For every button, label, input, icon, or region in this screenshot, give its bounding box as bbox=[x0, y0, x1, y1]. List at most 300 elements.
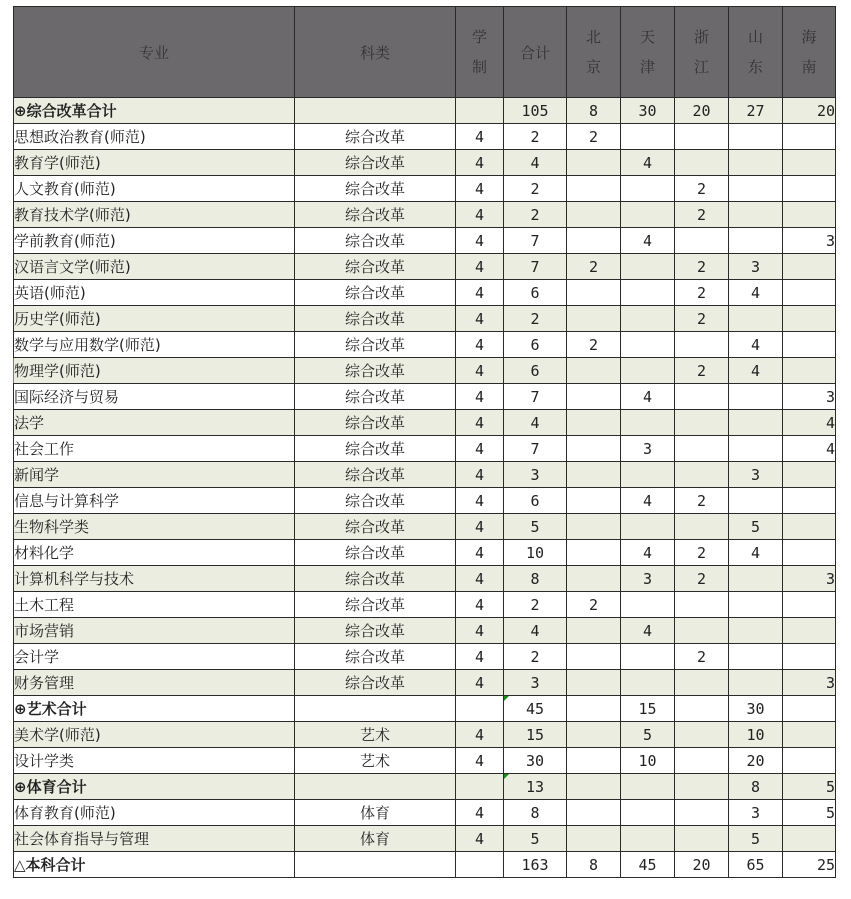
cell-years[interactable] bbox=[456, 98, 504, 124]
table-body bbox=[14, 98, 836, 878]
cell-zhejiang[interactable]: 20 bbox=[675, 852, 729, 878]
cell-major[interactable]: ⊕艺术合计 bbox=[14, 696, 295, 722]
cell-zhejiang[interactable] bbox=[675, 150, 729, 176]
cell-major[interactable]: 生物科学类 bbox=[14, 514, 295, 540]
cell-total-value: 4 bbox=[530, 413, 540, 432]
cell-category[interactable] bbox=[295, 98, 456, 124]
cell-shandong[interactable]: 5 bbox=[729, 514, 783, 540]
cell-zhejiang[interactable]: 2 bbox=[675, 176, 729, 202]
cell-hainan[interactable]: 5 bbox=[783, 800, 836, 826]
cell-major[interactable]: 物理学(师范) bbox=[14, 358, 295, 384]
cell-category[interactable]: 综合改革 bbox=[295, 566, 456, 592]
cell-tianjin[interactable] bbox=[621, 306, 675, 332]
cell-beijing[interactable] bbox=[567, 540, 621, 566]
cell-major[interactable]: 英语(师范) bbox=[14, 280, 295, 306]
cell-hainan[interactable] bbox=[783, 358, 836, 384]
cell-major[interactable]: 社会体育指导与管理 bbox=[14, 826, 295, 852]
cell-tianjin[interactable]: 45 bbox=[621, 852, 675, 878]
cell-major[interactable]: ⊕体育合计 bbox=[14, 774, 295, 800]
cell-beijing[interactable] bbox=[567, 514, 621, 540]
cell-beijing[interactable]: 2 bbox=[567, 254, 621, 280]
cell-total[interactable] bbox=[504, 410, 567, 436]
cell-zhejiang[interactable] bbox=[675, 410, 729, 436]
cell-tianjin[interactable] bbox=[621, 670, 675, 696]
cell-beijing[interactable]: 8 bbox=[567, 98, 621, 124]
table-row bbox=[14, 254, 836, 280]
cell-total-value: 2 bbox=[530, 205, 540, 224]
cell-years[interactable]: 4 bbox=[456, 748, 504, 774]
cell-years[interactable]: 4 bbox=[456, 202, 504, 228]
cell-total[interactable] bbox=[504, 748, 567, 774]
cell-total[interactable] bbox=[504, 722, 567, 748]
cell-category[interactable]: 综合改革 bbox=[295, 306, 456, 332]
cell-years[interactable]: 4 bbox=[456, 722, 504, 748]
cell-total[interactable] bbox=[504, 670, 567, 696]
cell-shandong[interactable] bbox=[729, 124, 783, 150]
cell-zhejiang[interactable]: 2 bbox=[675, 644, 729, 670]
cell-zhejiang[interactable] bbox=[675, 332, 729, 358]
table-row bbox=[14, 514, 836, 540]
cell-total[interactable] bbox=[504, 202, 567, 228]
cell-beijing[interactable]: 2 bbox=[567, 124, 621, 150]
cell-zhejiang[interactable] bbox=[675, 618, 729, 644]
cell-total[interactable] bbox=[504, 488, 567, 514]
cell-years[interactable]: 4 bbox=[456, 540, 504, 566]
cell-tianjin[interactable]: 30 bbox=[621, 98, 675, 124]
cell-category[interactable]: 综合改革 bbox=[295, 280, 456, 306]
cell-zhejiang[interactable] bbox=[675, 384, 729, 410]
cell-shandong[interactable]: 4 bbox=[729, 358, 783, 384]
header-province-beijing bbox=[567, 7, 621, 98]
cell-category[interactable]: 综合改革 bbox=[295, 358, 456, 384]
cell-category[interactable]: 综合改革 bbox=[295, 150, 456, 176]
cell-total[interactable] bbox=[504, 228, 567, 254]
cell-zhejiang[interactable]: 2 bbox=[675, 488, 729, 514]
cell-tianjin[interactable] bbox=[621, 176, 675, 202]
cell-tianjin[interactable] bbox=[621, 202, 675, 228]
cell-major[interactable]: 新闻学 bbox=[14, 462, 295, 488]
cell-major[interactable]: 财务管理 bbox=[14, 670, 295, 696]
cell-years[interactable]: 4 bbox=[456, 670, 504, 696]
cell-category[interactable]: 综合改革 bbox=[295, 124, 456, 150]
cell-hainan[interactable] bbox=[783, 722, 836, 748]
cell-total-value: 3 bbox=[530, 465, 540, 484]
cell-beijing[interactable] bbox=[567, 618, 621, 644]
cell-tianjin[interactable] bbox=[621, 774, 675, 800]
cell-hainan[interactable] bbox=[783, 280, 836, 306]
cell-zhejiang[interactable] bbox=[675, 696, 729, 722]
cell-category[interactable]: 综合改革 bbox=[295, 332, 456, 358]
cell-total[interactable] bbox=[504, 540, 567, 566]
cell-shandong[interactable] bbox=[729, 202, 783, 228]
cell-tianjin[interactable] bbox=[621, 410, 675, 436]
cell-total[interactable] bbox=[504, 306, 567, 332]
cell-hainan[interactable] bbox=[783, 202, 836, 228]
cell-years[interactable] bbox=[456, 852, 504, 878]
cell-category[interactable]: 综合改革 bbox=[295, 410, 456, 436]
cell-shandong[interactable] bbox=[729, 410, 783, 436]
cell-tianjin[interactable] bbox=[621, 462, 675, 488]
cell-zhejiang[interactable] bbox=[675, 774, 729, 800]
cell-hainan[interactable]: 3 bbox=[783, 566, 836, 592]
cell-shandong[interactable]: 65 bbox=[729, 852, 783, 878]
cell-years[interactable]: 4 bbox=[456, 384, 504, 410]
cell-major[interactable]: 学前教育(师范) bbox=[14, 228, 295, 254]
cell-total[interactable] bbox=[504, 384, 567, 410]
cell-shandong[interactable] bbox=[729, 176, 783, 202]
table-row bbox=[14, 540, 836, 566]
cell-major[interactable]: 汉语言文学(师范) bbox=[14, 254, 295, 280]
cell-shandong[interactable] bbox=[729, 436, 783, 462]
cell-tianjin[interactable]: 15 bbox=[621, 696, 675, 722]
cell-tianjin[interactable] bbox=[621, 124, 675, 150]
cell-shandong[interactable] bbox=[729, 566, 783, 592]
cell-beijing[interactable] bbox=[567, 488, 621, 514]
cell-total[interactable] bbox=[504, 514, 567, 540]
cell-years[interactable] bbox=[456, 774, 504, 800]
cell-years[interactable]: 4 bbox=[456, 124, 504, 150]
cell-category[interactable]: 综合改革 bbox=[295, 592, 456, 618]
cell-major[interactable]: 教育学(师范) bbox=[14, 150, 295, 176]
cell-major[interactable]: 社会工作 bbox=[14, 436, 295, 462]
cell-total[interactable] bbox=[504, 358, 567, 384]
cell-tianjin[interactable]: 4 bbox=[621, 150, 675, 176]
cell-years[interactable]: 4 bbox=[456, 800, 504, 826]
cell-major[interactable]: 教育技术学(师范) bbox=[14, 202, 295, 228]
cell-beijing[interactable] bbox=[567, 826, 621, 852]
cell-hainan[interactable]: 4 bbox=[783, 436, 836, 462]
cell-tianjin[interactable]: 4 bbox=[621, 540, 675, 566]
cell-major[interactable]: 信息与计算科学 bbox=[14, 488, 295, 514]
cell-category[interactable]: 综合改革 bbox=[295, 254, 456, 280]
cell-category[interactable]: 综合改革 bbox=[295, 670, 456, 696]
cell-hainan[interactable] bbox=[783, 618, 836, 644]
cell-beijing[interactable] bbox=[567, 774, 621, 800]
cell-total-value: 6 bbox=[530, 283, 540, 302]
cell-major[interactable]: 国际经济与贸易 bbox=[14, 384, 295, 410]
hp-l2: 津 bbox=[639, 58, 655, 76]
header-province-hainan bbox=[783, 7, 836, 98]
cell-category[interactable]: 体育 bbox=[295, 800, 456, 826]
cell-category[interactable]: 综合改革 bbox=[295, 644, 456, 670]
cell-tianjin[interactable]: 4 bbox=[621, 488, 675, 514]
cell-shandong[interactable]: 10 bbox=[729, 722, 783, 748]
cell-major[interactable]: 历史学(师范) bbox=[14, 306, 295, 332]
cell-total[interactable] bbox=[504, 800, 567, 826]
cell-shandong[interactable]: 8 bbox=[729, 774, 783, 800]
cell-tianjin[interactable]: 3 bbox=[621, 566, 675, 592]
cell-zhejiang[interactable] bbox=[675, 462, 729, 488]
cell-beijing[interactable] bbox=[567, 566, 621, 592]
table-row bbox=[14, 462, 836, 488]
cell-total[interactable] bbox=[504, 462, 567, 488]
cell-zhejiang[interactable]: 2 bbox=[675, 280, 729, 306]
cell-beijing[interactable] bbox=[567, 358, 621, 384]
group-total-row bbox=[14, 774, 836, 800]
cell-category[interactable]: 艺术 bbox=[295, 722, 456, 748]
cell-total[interactable] bbox=[504, 696, 567, 722]
cell-tianjin[interactable] bbox=[621, 644, 675, 670]
cell-total[interactable] bbox=[504, 150, 567, 176]
cell-shandong[interactable]: 3 bbox=[729, 462, 783, 488]
cell-total[interactable] bbox=[504, 280, 567, 306]
cell-zhejiang[interactable]: 2 bbox=[675, 540, 729, 566]
cell-tianjin[interactable] bbox=[621, 254, 675, 280]
cell-years[interactable]: 4 bbox=[456, 488, 504, 514]
cell-total[interactable] bbox=[504, 566, 567, 592]
cell-major[interactable]: 市场营销 bbox=[14, 618, 295, 644]
cell-total[interactable] bbox=[504, 176, 567, 202]
cell-shandong[interactable]: 4 bbox=[729, 332, 783, 358]
cell-shandong[interactable]: 4 bbox=[729, 280, 783, 306]
cell-hainan[interactable]: 20 bbox=[783, 98, 836, 124]
cell-tianjin[interactable]: 5 bbox=[621, 722, 675, 748]
cell-years[interactable]: 4 bbox=[456, 436, 504, 462]
cell-category[interactable]: 综合改革 bbox=[295, 436, 456, 462]
cell-total[interactable] bbox=[504, 618, 567, 644]
cell-tianjin[interactable] bbox=[621, 800, 675, 826]
cell-shandong[interactable] bbox=[729, 670, 783, 696]
cell-beijing[interactable] bbox=[567, 748, 621, 774]
cell-category[interactable]: 综合改革 bbox=[295, 462, 456, 488]
cell-hainan[interactable]: 3 bbox=[783, 384, 836, 410]
cell-years[interactable]: 4 bbox=[456, 358, 504, 384]
cell-tianjin[interactable] bbox=[621, 332, 675, 358]
cell-beijing[interactable] bbox=[567, 280, 621, 306]
cell-major[interactable]: 人文教育(师范) bbox=[14, 176, 295, 202]
cell-total-value: 7 bbox=[530, 231, 540, 250]
cell-beijing[interactable] bbox=[567, 410, 621, 436]
cell-shandong[interactable]: 3 bbox=[729, 254, 783, 280]
cell-years[interactable]: 4 bbox=[456, 618, 504, 644]
cell-tianjin[interactable] bbox=[621, 592, 675, 618]
cell-total[interactable] bbox=[504, 852, 567, 878]
cell-zhejiang[interactable]: 2 bbox=[675, 566, 729, 592]
cell-shandong[interactable] bbox=[729, 592, 783, 618]
cell-shandong[interactable]: 30 bbox=[729, 696, 783, 722]
cell-years[interactable]: 4 bbox=[456, 254, 504, 280]
cell-category[interactable] bbox=[295, 852, 456, 878]
cell-zhejiang[interactable] bbox=[675, 722, 729, 748]
cell-zhejiang[interactable] bbox=[675, 592, 729, 618]
cell-zhejiang[interactable]: 2 bbox=[675, 358, 729, 384]
cell-total[interactable] bbox=[504, 826, 567, 852]
cell-hainan[interactable] bbox=[783, 696, 836, 722]
cell-zhejiang[interactable]: 2 bbox=[675, 254, 729, 280]
cell-category[interactable]: 综合改革 bbox=[295, 202, 456, 228]
cell-category[interactable]: 综合改革 bbox=[295, 176, 456, 202]
cell-shandong[interactable]: 5 bbox=[729, 826, 783, 852]
cell-beijing[interactable] bbox=[567, 670, 621, 696]
cell-zhejiang[interactable] bbox=[675, 748, 729, 774]
table-row bbox=[14, 826, 836, 852]
cell-total-value: 105 bbox=[521, 101, 549, 120]
cell-major[interactable]: 数学与应用数学(师范) bbox=[14, 332, 295, 358]
cell-beijing[interactable] bbox=[567, 436, 621, 462]
cell-total-value: 7 bbox=[530, 387, 540, 406]
cell-years[interactable]: 4 bbox=[456, 566, 504, 592]
cell-category[interactable] bbox=[295, 774, 456, 800]
cell-shandong[interactable] bbox=[729, 384, 783, 410]
cell-years[interactable]: 4 bbox=[456, 332, 504, 358]
cell-total-value: 6 bbox=[530, 491, 540, 510]
cell-tianjin[interactable]: 4 bbox=[621, 384, 675, 410]
cell-shandong[interactable] bbox=[729, 618, 783, 644]
cell-tianjin[interactable]: 4 bbox=[621, 618, 675, 644]
table-row bbox=[14, 202, 836, 228]
cell-zhejiang[interactable] bbox=[675, 800, 729, 826]
cell-shandong[interactable]: 3 bbox=[729, 800, 783, 826]
cell-hainan[interactable] bbox=[783, 254, 836, 280]
cell-tianjin[interactable] bbox=[621, 280, 675, 306]
cell-years[interactable]: 4 bbox=[456, 150, 504, 176]
cell-years[interactable]: 4 bbox=[456, 306, 504, 332]
cell-total[interactable] bbox=[504, 254, 567, 280]
cell-hainan[interactable] bbox=[783, 748, 836, 774]
cell-beijing[interactable]: 8 bbox=[567, 852, 621, 878]
cell-tianjin[interactable]: 4 bbox=[621, 228, 675, 254]
cell-hainan[interactable] bbox=[783, 332, 836, 358]
cell-hainan[interactable] bbox=[783, 150, 836, 176]
cell-hainan[interactable] bbox=[783, 826, 836, 852]
cell-tianjin[interactable]: 3 bbox=[621, 436, 675, 462]
cell-years[interactable]: 4 bbox=[456, 644, 504, 670]
cell-category[interactable] bbox=[295, 696, 456, 722]
cell-shandong[interactable]: 27 bbox=[729, 98, 783, 124]
cell-shandong[interactable] bbox=[729, 228, 783, 254]
cell-hainan[interactable] bbox=[783, 488, 836, 514]
cell-beijing[interactable] bbox=[567, 722, 621, 748]
cell-total[interactable] bbox=[504, 332, 567, 358]
cell-hainan[interactable]: 25 bbox=[783, 852, 836, 878]
cell-category[interactable]: 体育 bbox=[295, 826, 456, 852]
cell-years[interactable]: 4 bbox=[456, 826, 504, 852]
cell-years[interactable]: 4 bbox=[456, 280, 504, 306]
cell-zhejiang[interactable] bbox=[675, 228, 729, 254]
cell-total-value: 7 bbox=[530, 439, 540, 458]
cell-zhejiang[interactable]: 2 bbox=[675, 306, 729, 332]
table-row bbox=[14, 644, 836, 670]
cell-tianjin[interactable] bbox=[621, 826, 675, 852]
cell-tianjin[interactable]: 10 bbox=[621, 748, 675, 774]
cell-major[interactable]: 计算机科学与技术 bbox=[14, 566, 295, 592]
cell-category[interactable]: 综合改革 bbox=[295, 540, 456, 566]
cell-beijing[interactable] bbox=[567, 696, 621, 722]
cell-beijing[interactable] bbox=[567, 462, 621, 488]
cell-beijing[interactable]: 2 bbox=[567, 592, 621, 618]
table-row bbox=[14, 358, 836, 384]
cell-hainan[interactable] bbox=[783, 540, 836, 566]
cell-total[interactable] bbox=[504, 98, 567, 124]
cell-category[interactable]: 艺术 bbox=[295, 748, 456, 774]
cell-category[interactable]: 综合改革 bbox=[295, 618, 456, 644]
cell-hainan[interactable]: 3 bbox=[783, 228, 836, 254]
cell-years[interactable]: 4 bbox=[456, 410, 504, 436]
cell-major[interactable]: 会计学 bbox=[14, 644, 295, 670]
cell-beijing[interactable] bbox=[567, 384, 621, 410]
cell-years[interactable] bbox=[456, 696, 504, 722]
cell-tianjin[interactable] bbox=[621, 514, 675, 540]
cell-hainan[interactable]: 5 bbox=[783, 774, 836, 800]
cell-hainan[interactable] bbox=[783, 124, 836, 150]
cell-category[interactable]: 综合改革 bbox=[295, 384, 456, 410]
cell-major[interactable]: 法学 bbox=[14, 410, 295, 436]
cell-shandong[interactable] bbox=[729, 488, 783, 514]
cell-zhejiang[interactable]: 20 bbox=[675, 98, 729, 124]
cell-beijing[interactable]: 2 bbox=[567, 332, 621, 358]
cell-major[interactable]: 思想政治教育(师范) bbox=[14, 124, 295, 150]
cell-years[interactable]: 4 bbox=[456, 592, 504, 618]
cell-shandong[interactable] bbox=[729, 306, 783, 332]
cell-shandong[interactable]: 20 bbox=[729, 748, 783, 774]
cell-zhejiang[interactable] bbox=[675, 826, 729, 852]
hp-l2: 南 bbox=[801, 58, 817, 76]
cell-shandong[interactable] bbox=[729, 644, 783, 670]
cell-beijing[interactable] bbox=[567, 800, 621, 826]
cell-beijing[interactable] bbox=[567, 644, 621, 670]
cell-hainan[interactable] bbox=[783, 644, 836, 670]
cell-total[interactable] bbox=[504, 644, 567, 670]
table-row bbox=[14, 280, 836, 306]
cell-hainan[interactable]: 3 bbox=[783, 670, 836, 696]
cell-beijing[interactable] bbox=[567, 176, 621, 202]
cell-major[interactable]: 美术学(师范) bbox=[14, 722, 295, 748]
cell-total-value: 5 bbox=[530, 829, 540, 848]
cell-shandong[interactable]: 4 bbox=[729, 540, 783, 566]
cell-hainan[interactable] bbox=[783, 462, 836, 488]
cell-hainan[interactable] bbox=[783, 514, 836, 540]
cell-category[interactable]: 综合改革 bbox=[295, 514, 456, 540]
cell-shandong[interactable] bbox=[729, 150, 783, 176]
cell-hainan[interactable] bbox=[783, 306, 836, 332]
cell-beijing[interactable] bbox=[567, 228, 621, 254]
cell-zhejiang[interactable] bbox=[675, 436, 729, 462]
cell-hainan[interactable] bbox=[783, 592, 836, 618]
cell-years[interactable]: 4 bbox=[456, 462, 504, 488]
cell-total[interactable] bbox=[504, 124, 567, 150]
cell-years[interactable]: 4 bbox=[456, 176, 504, 202]
cell-hainan[interactable] bbox=[783, 176, 836, 202]
grand-total-row bbox=[14, 852, 836, 878]
cell-zhejiang[interactable] bbox=[675, 124, 729, 150]
table-row bbox=[14, 436, 836, 462]
cell-zhejiang[interactable] bbox=[675, 670, 729, 696]
table-row bbox=[14, 332, 836, 358]
cell-zhejiang[interactable]: 2 bbox=[675, 202, 729, 228]
cell-major[interactable]: △本科合计 bbox=[14, 852, 295, 878]
cell-total[interactable] bbox=[504, 774, 567, 800]
cell-beijing[interactable] bbox=[567, 150, 621, 176]
cell-years[interactable]: 4 bbox=[456, 514, 504, 540]
cell-category[interactable]: 综合改革 bbox=[295, 488, 456, 514]
cell-hainan[interactable]: 4 bbox=[783, 410, 836, 436]
cell-total-value: 7 bbox=[530, 257, 540, 276]
cell-total[interactable] bbox=[504, 436, 567, 462]
cell-zhejiang[interactable] bbox=[675, 514, 729, 540]
cell-years[interactable]: 4 bbox=[456, 228, 504, 254]
cell-major[interactable]: 体育教育(师范) bbox=[14, 800, 295, 826]
cell-tianjin[interactable] bbox=[621, 358, 675, 384]
cell-major[interactable]: ⊕综合改革合计 bbox=[14, 98, 295, 124]
cell-total[interactable] bbox=[504, 592, 567, 618]
cell-category[interactable]: 综合改革 bbox=[295, 228, 456, 254]
cell-major[interactable]: 材料化学 bbox=[14, 540, 295, 566]
cell-beijing[interactable] bbox=[567, 202, 621, 228]
cell-major[interactable]: 土木工程 bbox=[14, 592, 295, 618]
cell-beijing[interactable] bbox=[567, 306, 621, 332]
cell-major[interactable]: 设计学类 bbox=[14, 748, 295, 774]
cell-total-value: 5 bbox=[530, 517, 540, 536]
